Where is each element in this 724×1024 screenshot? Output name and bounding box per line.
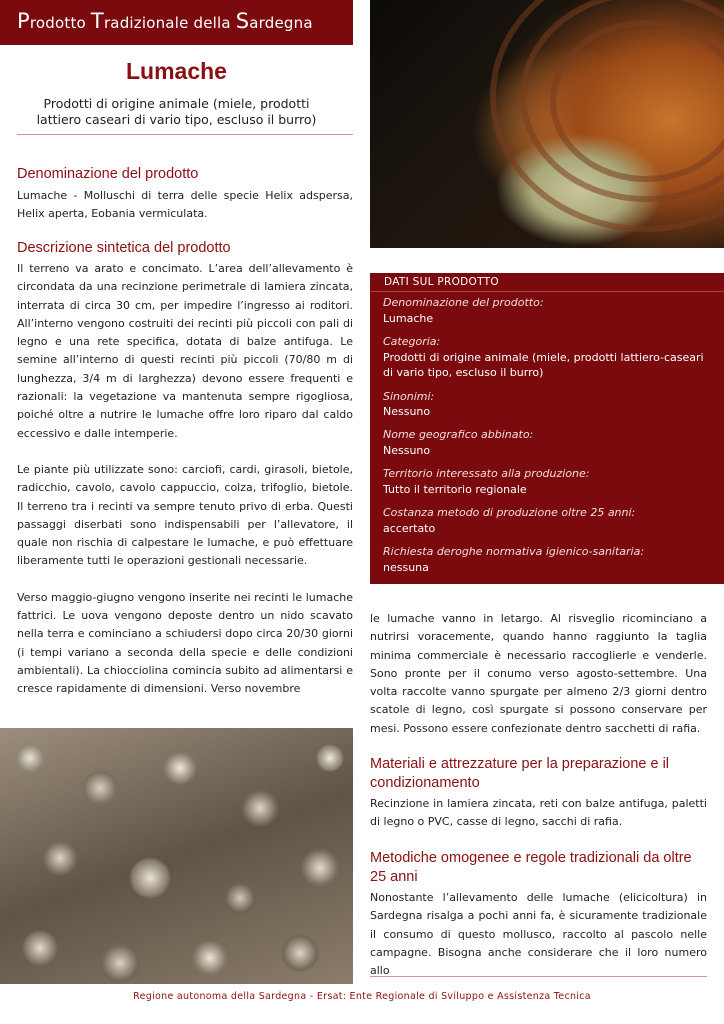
section-metodiche bbox=[370, 849, 707, 980]
data-label: Costanza metodo di produzione oltre 25 anni: bbox=[383, 506, 636, 520]
section-heading: Denominazione del prodotto bbox=[17, 166, 199, 182]
databox-items bbox=[383, 295, 713, 583]
header-word: radizionale della bbox=[103, 14, 231, 32]
section-text: Nonostante l’allevamento delle lumache (elicicoltura) in Sardegna risalga a pochi anni fa, è sicuramente tradizionale il consumo di questo mollusco, raccolto al pascolo nelle campagne. Bisogna anche considerare che il loro numero allo bbox=[370, 891, 707, 978]
paragraph: Verso maggio-giugno vengono inserite nei recinti le lumache fattrici. Le uova vengono deposte dentro un nido scavato nella terra e cominciano a schiudersi dopo circa 20/30 giorni (i tempi variano a seconda della specie e delle condizioni ambientali). La chiocciolina comincia subito ad alimentarsi e cresce rapidamente di dimensioni. Verso novembre bbox=[17, 590, 353, 696]
footer: Regione autonoma della Sardegna - Ersat: Ente Regionale di Sviluppo e Assistenza Tecnica bbox=[133, 991, 591, 1002]
section-text: Lumache - Molluschi di terra delle specie Helix adspersa, Helix aperta, Eobania vermiculata. bbox=[17, 189, 353, 221]
data-label: Categoria: bbox=[383, 334, 441, 348]
section-heading: Materiali e attrezzature per la preparazione e il condizionamento bbox=[370, 756, 670, 791]
product-data-box bbox=[370, 273, 724, 584]
paragraph: le lumache vanno in letargo. Al risveglio ricominciano a nutrirsi voracemente, quando hanno raggiunto la taglia minima commerciale è necessario raccoglierle e venderle. Sono pronte per il conumo verso agosto-settembre. Una volta raccolte vanno spurgate per almeno 2/3 giorni dentro scatole di legno, così spurgate si possono conservare per mesi. Possono essere confezionate dentro sacchetti di rafia. bbox=[370, 612, 707, 735]
data-value: Prodotti di origine animale (miele, prodotti lattiero-caseari di vario tipo, escluso il burro) bbox=[383, 350, 704, 380]
section-heading: Descrizione sintetica del prodotto bbox=[17, 240, 231, 256]
data-value: Nessuno bbox=[383, 405, 431, 419]
data-label: Richiesta deroghe normativa igienico-sanitaria: bbox=[383, 545, 645, 559]
data-label: Territorio interessato alla produzione: bbox=[383, 467, 590, 481]
data-label: Denominazione del prodotto: bbox=[383, 296, 544, 309]
header-word: rodotto bbox=[29, 14, 86, 32]
section-heading: Metodiche omogenee e regole tradizionali da oltre 25 anni bbox=[370, 850, 692, 885]
data-value: Nessuno bbox=[383, 444, 431, 458]
shells-photo bbox=[0, 728, 353, 984]
section-denominazione bbox=[17, 165, 353, 224]
databox-divider bbox=[370, 291, 724, 292]
header-band bbox=[0, 0, 353, 45]
divider bbox=[370, 976, 707, 977]
section-materiali bbox=[370, 755, 707, 832]
data-label: Nome geografico abbinato: bbox=[383, 428, 534, 442]
data-value: accertato bbox=[383, 521, 436, 535]
data-value: Tutto il territorio regionale bbox=[383, 483, 527, 497]
section-descrizione-continued bbox=[370, 610, 707, 738]
data-label: Sinonimi: bbox=[383, 389, 435, 403]
header-initial: S bbox=[235, 9, 250, 33]
paragraph: Le piante più utilizzate sono: carciofi, cardi, girasoli, bietole, radicchio, cavolo, cavolo cappuccio, colza, trifoglio, bietole. Il terreno tra i recinti va sempre tenuto privo di erba. Questi passaggi diserbati sono indispensabili per l’allevatore, il quale non rischia di calpestare le lumache, e può effettuare liberamente tutti le operazioni gestionali necessarie. bbox=[17, 462, 353, 568]
data-value: nessuna bbox=[383, 560, 429, 574]
divider bbox=[17, 134, 353, 135]
header-initial: P bbox=[17, 9, 30, 33]
databox-title: DATI SUL PRODOTTO bbox=[384, 276, 499, 288]
header-initial: T bbox=[90, 9, 104, 33]
data-value: Lumache bbox=[383, 311, 434, 325]
page-subtitle: Prodotti di origine animale (miele, prodotti lattiero caseari di vario tipo, escluso il burro) bbox=[36, 96, 317, 127]
snail-photo bbox=[370, 0, 724, 248]
section-descrizione bbox=[17, 239, 353, 699]
page-title: Lumache bbox=[126, 58, 227, 84]
section-text: Recinzione in lamiera zincata, reti con balze antifuga, paletti di legno o PVC, casse di legno, sacchi di rafia. bbox=[370, 797, 707, 829]
header-title bbox=[17, 9, 313, 33]
paragraph: Il terreno va arato e concimato. L’area dell’allevamento è circondata da una recinzione perimetrale di lamiera zincata, interrata di circa 30 cm, per impedire l’ingresso ai roditori. All’interno vengono costruiti dei recinti più piccoli con pali di legno e una rete specifica, dotata di balze antifuga. Le semine all’interno di questi recinti più piccoli (70/80 m di lunghezza, 3/4 m di larghezza) devono essere frequenti e razionali: la vegetazione va mantenuta sempre rigogliosa, poiché oltre a nutrire le lumache offre loro riparo dal caldo eccessivo e dalle intemperie. bbox=[17, 262, 353, 440]
header-word: ardegna bbox=[249, 14, 313, 32]
